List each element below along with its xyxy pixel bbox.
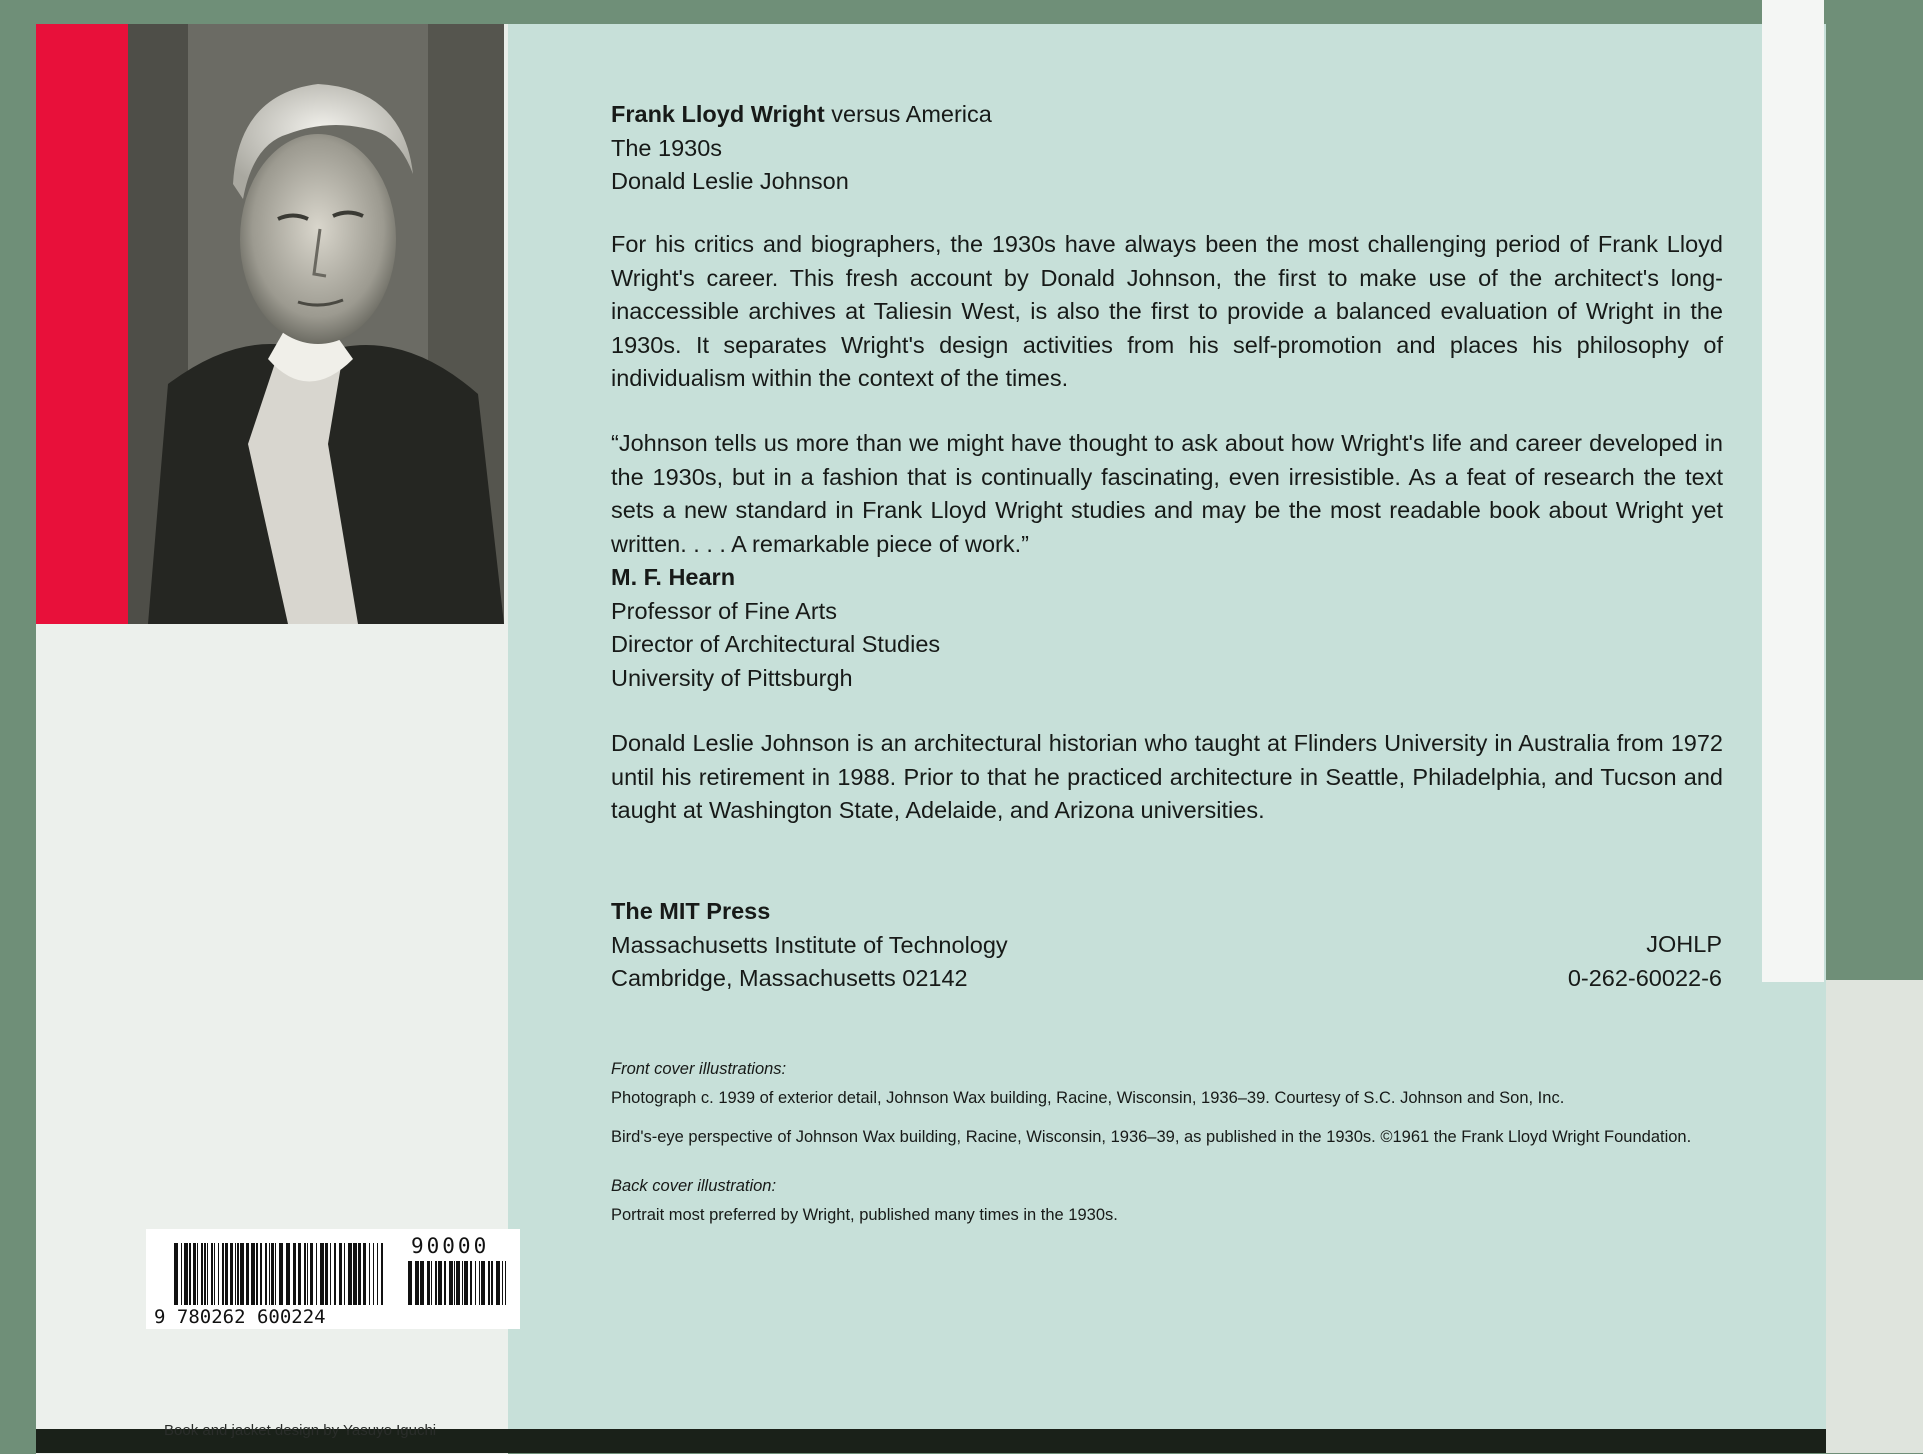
barcode-bar [348,1243,352,1305]
barcode-bar [207,1243,208,1305]
barcode-bar [293,1243,296,1305]
barcode-bar [222,1243,224,1305]
author-portrait-photo [128,24,504,624]
barcode-bar [201,1243,203,1305]
barcode-bar [307,1243,308,1305]
description-text: For his critics and biographers, the 1930s have always been the most challenging period of Frank Lloyd Wright's career. This fresh account by Donald Johnson, the first to make use of the architect's long-inaccessible archives at Taliesin West, is also the first to provide a balanced evaluation of Wright in the 1930s. It separates Wright's design activities from his self-promotion and places his philosophy of individualism within the context of the times. [611,231,1723,391]
barcode-bar [496,1261,500,1305]
barcode-bar [456,1261,460,1305]
barcode-bar [481,1261,485,1305]
book-subtitle: The 1930s [611,134,723,161]
barcode-bar [174,1243,178,1305]
barcode-bar [464,1261,468,1305]
barcode-bar [204,1243,206,1305]
barcode-bar [475,1261,476,1305]
back-illustration-heading: Back cover illustration: [611,1177,777,1195]
design-credit: Book and jacket design by Yasuyo Iguchi [164,1422,437,1439]
barcode-bar [320,1243,324,1305]
review-quote-block [611,427,1723,695]
barcode-bar [325,1243,328,1305]
barcode-bar [415,1261,419,1305]
barcode-bar [260,1243,262,1305]
barcode-bar [408,1261,412,1305]
barcode-bar [279,1243,283,1305]
barcode-bar [470,1261,472,1305]
barcode-bar [193,1243,196,1305]
reviewer-line-1: Professor of Fine Arts [611,597,837,624]
front-illustrations-heading: Front cover illustrations: [611,1060,787,1078]
reviewer-line-2: Director of Architectural Studies [611,631,941,657]
barcode-bar [269,1243,270,1305]
book-author: Donald Leslie Johnson [611,168,849,194]
barcode-bar [214,1243,215,1305]
white-tab-right [1762,0,1824,982]
barcode-bar [181,1243,182,1305]
author-bio-block [611,727,1723,828]
barcode-bar [304,1243,306,1305]
barcode-bar [454,1261,455,1305]
barcode-bar [211,1243,213,1305]
barcode-bar [246,1243,249,1305]
barcode-bar [420,1261,424,1305]
barcode-bar [218,1243,219,1305]
reviewer-line-3: University of Pittsburgh [611,664,853,691]
illustration-credits [611,1055,1723,1230]
barcode-bar [230,1243,233,1305]
red-accent-strip [36,24,128,624]
barcode-bar [444,1261,446,1305]
barcode-bar [358,1243,361,1305]
barcode-bar [373,1243,374,1305]
barcode-bar [240,1243,244,1305]
barcode-bar [330,1243,331,1305]
isbn-number: 0-262-60022-6 [1567,964,1722,991]
barcode-bar [298,1243,301,1305]
barcode-bar [271,1243,274,1305]
front-illustration-2: Bird's-eye perspective of Johnson Wax building, Racine, Wisconsin, 1936–39, as published in the 1930s. ©1961 the Frank Lloyd Wright Foundation. [611,1128,1692,1146]
author-bio-text: Donald Leslie Johnson is an architectural historian who taught at Flinders University in Australia from 1972 until his retirement in 1988. Prior to that he practiced architecture in Seattle, Philadelphia, and Tucson and taught at Washington State, Adelaide, and Arizona universities. [611,730,1723,823]
barcode-bar [251,1243,255,1305]
barcode-bar [344,1243,345,1305]
barcode-bar [438,1261,442,1305]
barcode-bar [369,1243,370,1305]
publisher-line-1: Massachusetts Institute of Technology [611,931,1008,958]
barcode-bar [505,1261,506,1305]
barcode-bar [235,1243,236,1305]
barcode-main-bars [174,1243,383,1305]
barcode-bar [462,1261,463,1305]
barcode-bar [377,1243,378,1305]
barcode-bar [286,1243,290,1305]
publisher-code: JOHLP [1646,931,1722,957]
barcode-bar [353,1243,357,1305]
barcode-bar [491,1261,493,1305]
review-quote-text: “Johnson tells us more than we might have thought to ask about how Wright's life and career developed in the 1930s, but in a fashion that is continually fascinating, even irresistible. As a feat of research the text sets a new standard in Frank Lloyd Wright studies and may be the most readable book about Wright yet written. . . . A remarkable piece of work.” [611,430,1723,557]
front-illustration-1: Photograph c. 1939 of exterior detail, Johnson Wax building, Racine, Wisconsin, 1936–39. Courtesy of S.C. Johnson and Son, Inc. [611,1089,1565,1107]
barcode-bar [189,1243,191,1305]
publisher-line-2: Cambridge, Massachusetts 02142 [611,965,968,991]
barcode-bar [316,1243,317,1305]
barcode-bar [197,1243,198,1305]
barcode-addon-digits: 90000 [411,1234,490,1258]
barcode-addon-bars [408,1261,506,1305]
barcode-main-digits: 9 780262 600224 [154,1306,326,1328]
barcode-bar [310,1243,313,1305]
barcode-bar [427,1261,430,1305]
back-illustration-1: Portrait most preferred by Wright, published many times in the 1930s. [611,1206,1118,1224]
book-title-line [611,98,1723,132]
barcode-bar [488,1261,490,1305]
barcode-bar [381,1243,383,1305]
barcode-bar [237,1243,239,1305]
publisher-codes [1450,928,1722,995]
book-title-rest: versus America [824,101,992,127]
right-edge-scan [1826,980,1923,1453]
barcode-bar [431,1261,432,1305]
portrait-illustration [128,24,504,624]
book-description [611,228,1723,396]
barcode-bar [184,1243,188,1305]
barcode-bar [449,1261,453,1305]
publisher-name: The MIT Press [611,898,771,924]
isbn-barcode [146,1229,520,1329]
barcode-bar [265,1243,267,1305]
title-block [611,98,1723,199]
book-title-bold: Frank Lloyd Wright [611,101,825,127]
barcode-bar [479,1261,480,1305]
barcode-bar [363,1243,366,1305]
reviewer-name: M. F. Hearn [611,564,736,590]
barcode-bar [225,1243,228,1305]
barcode-bar [435,1261,437,1305]
barcode-bar [339,1243,342,1305]
barcode-bar [275,1243,276,1305]
left-white-area [36,624,508,1454]
barcode-bar [502,1261,503,1305]
barcode-bar [256,1243,258,1305]
barcode-bar [334,1243,336,1305]
